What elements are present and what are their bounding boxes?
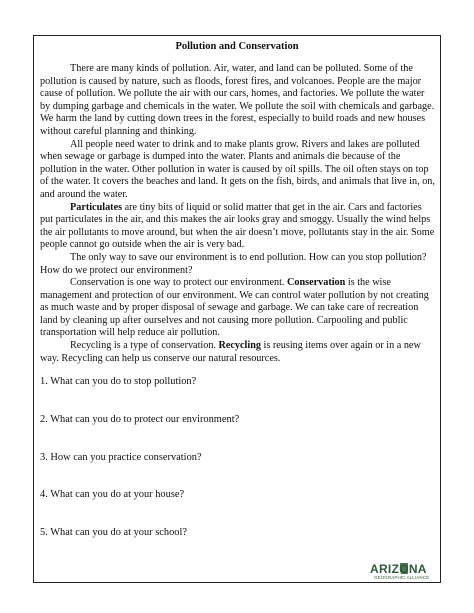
arizona-geographic-alliance-logo xyxy=(360,562,434,584)
paragraph-text: is the wise management and protection of our environment. We can control water pollution by not creating as much waste and by proper disposal of sewage and garbage. We can take care of recreation land by cleaning up after ourselves and not causing more pollution. Carpooling and public transportation will help reduce air pollution. xyxy=(40,277,429,339)
paragraph-text: There are many kinds of pollution. Air, water, and land can be polluted. Some of the pollution is caused by nature, such as floods, forest fires, and volcanoes. People are the major cause of pollution. We pollute the air with our cars, homes, and factories. We pollute the water by dumping garbage and chemicals in the water. We pollute the soil with chemicals and garbage. We harm the land by cutting down trees in the forest, especially to build roads and new houses without careful planning and thinking. xyxy=(40,63,435,137)
paragraph-text: is reusing items over again or in a new way. Recycling can help us conserve our natural resources. xyxy=(40,340,421,364)
paragraph-water xyxy=(40,139,436,202)
paragraph-text: Conservation is one way to protect our environment. xyxy=(70,277,288,289)
logo-name: ARIZONA xyxy=(370,562,427,576)
question-3: 3. How can you practice conservation? xyxy=(40,452,202,463)
logo-subtitle: GEOGRAPHIC ALLIANCE xyxy=(374,575,430,580)
question-4: 4. What can you do at your house? xyxy=(40,489,185,500)
paragraph-conservation xyxy=(40,277,436,340)
paragraph-intro xyxy=(40,63,436,139)
paragraph-text: Recycling is a type of conservation. xyxy=(70,340,219,352)
paragraph-save xyxy=(40,252,436,277)
question-2: 2. What can you do to protect our environment? xyxy=(40,414,240,425)
paragraph-text: The only way to save our environment is to end pollution. How can you stop pollution? How do we protect our environment? xyxy=(40,251,427,276)
paragraph-text: All people need water to drink and to make plants grow. Rivers and lakes are polluted when sewage or garbage is dumped into the water. Plants and animals die because of the pollution in the water. Other pollution in water is caused by oil spills. The oil often stays on top of the water. It covers the beaches and land. It gets on the fish, birds, and animals that live in, on, and around the water. xyxy=(40,138,435,200)
bold-term: Recycling xyxy=(218,340,261,352)
document-title: Pollution and Conservation xyxy=(175,41,299,52)
bold-term: Particulates xyxy=(70,201,123,213)
paragraph-particulates xyxy=(40,202,436,252)
question-1: 1. What can you do to stop pollution? xyxy=(40,376,197,387)
document-body xyxy=(40,63,436,365)
bold-term: Conservation xyxy=(287,277,346,289)
paragraph-text: are tiny bits of liquid or solid matter that get in the air. Cars and factories put particulates in the air, and this makes the air looks gray and smoggy. Usually the wind helps the air pollutants to move around, but when the air doesn’t move, pollutants stay in the air. Some people cannot go outside when the air is very bad. xyxy=(40,201,435,251)
paragraph-recycling xyxy=(40,340,436,365)
question-5: 5. What can you do at your school? xyxy=(40,527,187,538)
